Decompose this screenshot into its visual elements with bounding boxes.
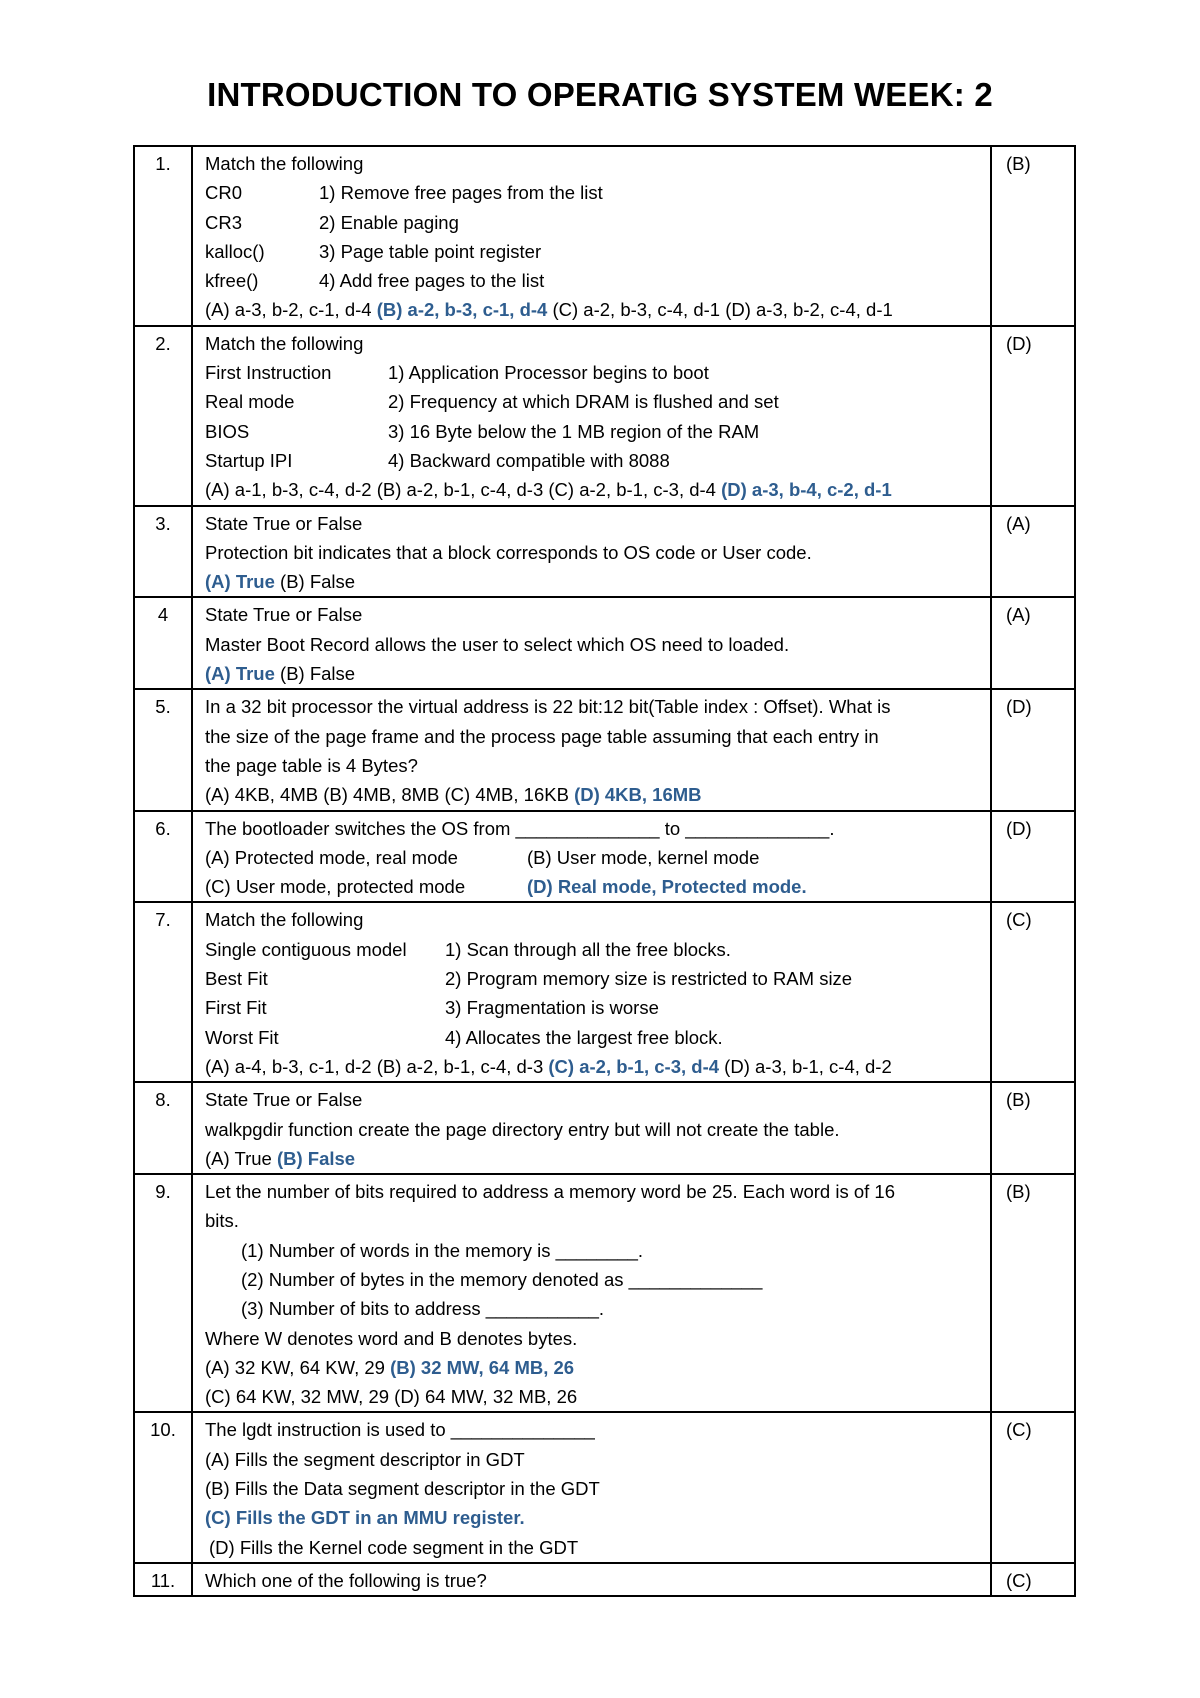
question-body xyxy=(192,597,991,689)
question-number: 1. xyxy=(134,146,192,326)
question-prompt: The bootloader switches the OS from ______________ to ______________. xyxy=(205,817,835,839)
question-text: the page table is 4 Bytes? xyxy=(205,754,418,776)
question-row-6 xyxy=(134,811,1075,903)
match-row: CR3 2) Enable paging xyxy=(205,211,459,233)
question-prompt: State True or False xyxy=(205,512,363,534)
question-row-9 xyxy=(134,1174,1075,1412)
answer-key: (C) xyxy=(991,902,1075,1082)
question-body xyxy=(192,1412,991,1562)
match-row: Single contiguous model 1) Scan through all the free blocks. xyxy=(205,938,731,960)
correct-option: (C) Fills the GDT in an MMU register. xyxy=(205,1507,525,1529)
question-row-8 xyxy=(134,1082,1075,1174)
answer-key: (D) xyxy=(991,326,1075,506)
match-row: Worst Fit 4) Allocates the largest free block. xyxy=(205,1026,723,1048)
match-row: Best Fit 2) Program memory size is restricted to RAM size xyxy=(205,968,853,990)
question-statement: Master Boot Record allows the user to select which OS need to loaded. xyxy=(205,633,790,655)
options-line: (A) True (B) False xyxy=(205,1147,356,1169)
answer-key: (B) xyxy=(991,1082,1075,1174)
options-line: (A) 32 KW, 64 KW, 29 (B) 32 MW, 64 MB, 26 xyxy=(205,1356,575,1378)
question-text: bits. xyxy=(205,1210,239,1232)
answer-key: (C) xyxy=(991,1563,1075,1596)
correct-option: (B) a-2, b-3, c-1, d-4 xyxy=(376,299,548,321)
question-text: the size of the page frame and the process page table assuming that each entry in xyxy=(205,725,879,747)
answer-key: (C) xyxy=(991,1412,1075,1562)
question-number: 5. xyxy=(134,689,192,810)
question-prompt: Which one of the following is true? xyxy=(205,1569,487,1591)
correct-option: (D) a-3, b-4, c-2, d-1 xyxy=(721,479,892,501)
question-body xyxy=(192,902,991,1082)
question-body xyxy=(192,1174,991,1412)
sub-question: (2) Number of bytes in the memory denoted as _____________ xyxy=(241,1268,763,1290)
match-row: First Instruction 1) Application Processor begins to boot xyxy=(205,362,709,384)
options-line: (A) True (B) False xyxy=(205,663,356,685)
match-row: Startup IPI 4) Backward compatible with 8088 xyxy=(205,449,670,471)
question-row-3 xyxy=(134,506,1075,598)
question-body xyxy=(192,506,991,598)
match-row: Real mode 2) Frequency at which DRAM is flushed and set xyxy=(205,391,779,413)
question-body xyxy=(192,811,991,903)
question-number: 9. xyxy=(134,1174,192,1412)
options-line: (A) Protected mode, real mode (B) User mode, kernel mode xyxy=(205,846,760,868)
question-table xyxy=(133,145,1076,1597)
question-prompt: State True or False xyxy=(205,604,363,626)
question-row-1 xyxy=(134,146,1075,326)
question-prompt: State True or False xyxy=(205,1089,363,1111)
correct-option: (A) True xyxy=(205,663,275,685)
options-line: (A) a-1, b-3, c-4, d-2 (B) a-2, b-1, c-4, d-3 (C) a-2, b-1, c-3, d-4 (D) a-3, b-4, c-2, d-1 xyxy=(205,479,892,501)
answer-key: (B) xyxy=(991,1174,1075,1412)
question-body xyxy=(192,326,991,506)
sub-question: (1) Number of words in the memory is ________. xyxy=(241,1239,644,1261)
correct-option: (B) False xyxy=(276,1147,356,1169)
question-number: 3. xyxy=(134,506,192,598)
match-row: kalloc() 3) Page table point register xyxy=(205,240,542,262)
answer-key: (A) xyxy=(991,506,1075,598)
match-row: CR0 1) Remove free pages from the list xyxy=(205,182,603,204)
option: (D) Fills the Kernel code segment in the GDT xyxy=(209,1536,579,1558)
question-prompt: Match the following xyxy=(205,153,364,174)
question-number: 10. xyxy=(134,1412,192,1562)
answer-key: (D) xyxy=(991,811,1075,903)
correct-option: (D) Real mode, Protected mode. xyxy=(527,876,807,898)
correct-option: (C) a-2, b-1, c-3, d-4 xyxy=(548,1055,720,1077)
options-line: (A) a-4, b-3, c-1, d-2 (B) a-2, b-1, c-4, d-3 (C) a-2, b-1, c-3, d-4 (D) a-3, b-1, c-4, d-2 xyxy=(205,1055,892,1077)
sub-question: (3) Number of bits to address ___________. xyxy=(241,1298,605,1320)
question-row-4 xyxy=(134,597,1075,689)
correct-option: (A) True xyxy=(205,571,275,593)
option: (A) Fills the segment descriptor in GDT xyxy=(205,1448,525,1470)
question-statement: walkpgdir function create the page directory entry but will not create the table. xyxy=(205,1118,840,1140)
options-line: (C) 64 KW, 32 MW, 29 (D) 64 MW, 32 MB, 26 xyxy=(205,1386,578,1408)
question-number: 4 xyxy=(134,597,192,689)
correct-option: (D) 4KB, 16MB xyxy=(574,784,702,806)
question-row-11 xyxy=(134,1563,1075,1596)
question-statement: Protection bit indicates that a block corresponds to OS code or User code. xyxy=(205,541,812,563)
question-row-5 xyxy=(134,689,1075,810)
match-row: First Fit 3) Fragmentation is worse xyxy=(205,997,659,1019)
options-line: (C) User mode, protected mode (D) Real mode, Protected mode. xyxy=(205,876,807,898)
question-prompt: The lgdt instruction is used to ______________ xyxy=(205,1419,595,1441)
options-line: (A) 4KB, 4MB (B) 4MB, 8MB (C) 4MB, 16KB (D) 4KB, 16MB xyxy=(205,784,702,806)
question-text: In a 32 bit processor the virtual address is 22 bit:12 bit(Table index : Offset). What is xyxy=(205,696,891,718)
options-line: (A) a-3, b-2, c-1, d-4 (B) a-2, b-3, c-1, d-4 (C) a-2, b-3, c-4, d-1 (D) a-3, b-2, c-4, d-1 xyxy=(205,299,893,321)
answer-key: (B) xyxy=(991,146,1075,326)
question-row-2 xyxy=(134,326,1075,506)
options-line: (A) True (B) False xyxy=(205,571,356,593)
option: (B) Fills the Data segment descriptor in the GDT xyxy=(205,1478,600,1500)
question-row-7 xyxy=(134,902,1075,1082)
question-text: Let the number of bits required to address a memory word be 25. Each word is of 16 xyxy=(205,1181,896,1203)
answer-key: (A) xyxy=(991,597,1075,689)
question-row-10 xyxy=(134,1412,1075,1562)
question-number: 6. xyxy=(134,811,192,903)
question-body xyxy=(192,689,991,810)
question-prompt: Match the following xyxy=(205,332,364,354)
question-body xyxy=(192,146,991,326)
question-body xyxy=(192,1082,991,1174)
match-row: BIOS 3) 16 Byte below the 1 MB region of the RAM xyxy=(205,420,760,442)
answer-key: (D) xyxy=(991,689,1075,810)
question-number: 8. xyxy=(134,1082,192,1174)
page-title: INTRODUCTION TO OPERATIG SYSTEM WEEK: 2 xyxy=(207,76,993,113)
question-body xyxy=(192,1563,991,1596)
question-number: 11. xyxy=(134,1563,192,1596)
question-note: Where W denotes word and B denotes bytes. xyxy=(205,1327,578,1349)
question-number: 7. xyxy=(134,902,192,1082)
question-prompt: Match the following xyxy=(205,909,364,931)
match-row: kfree() 4) Add free pages to the list xyxy=(205,270,545,292)
correct-option: (B) 32 MW, 64 MB, 26 xyxy=(390,1356,575,1378)
question-number: 2. xyxy=(134,326,192,506)
